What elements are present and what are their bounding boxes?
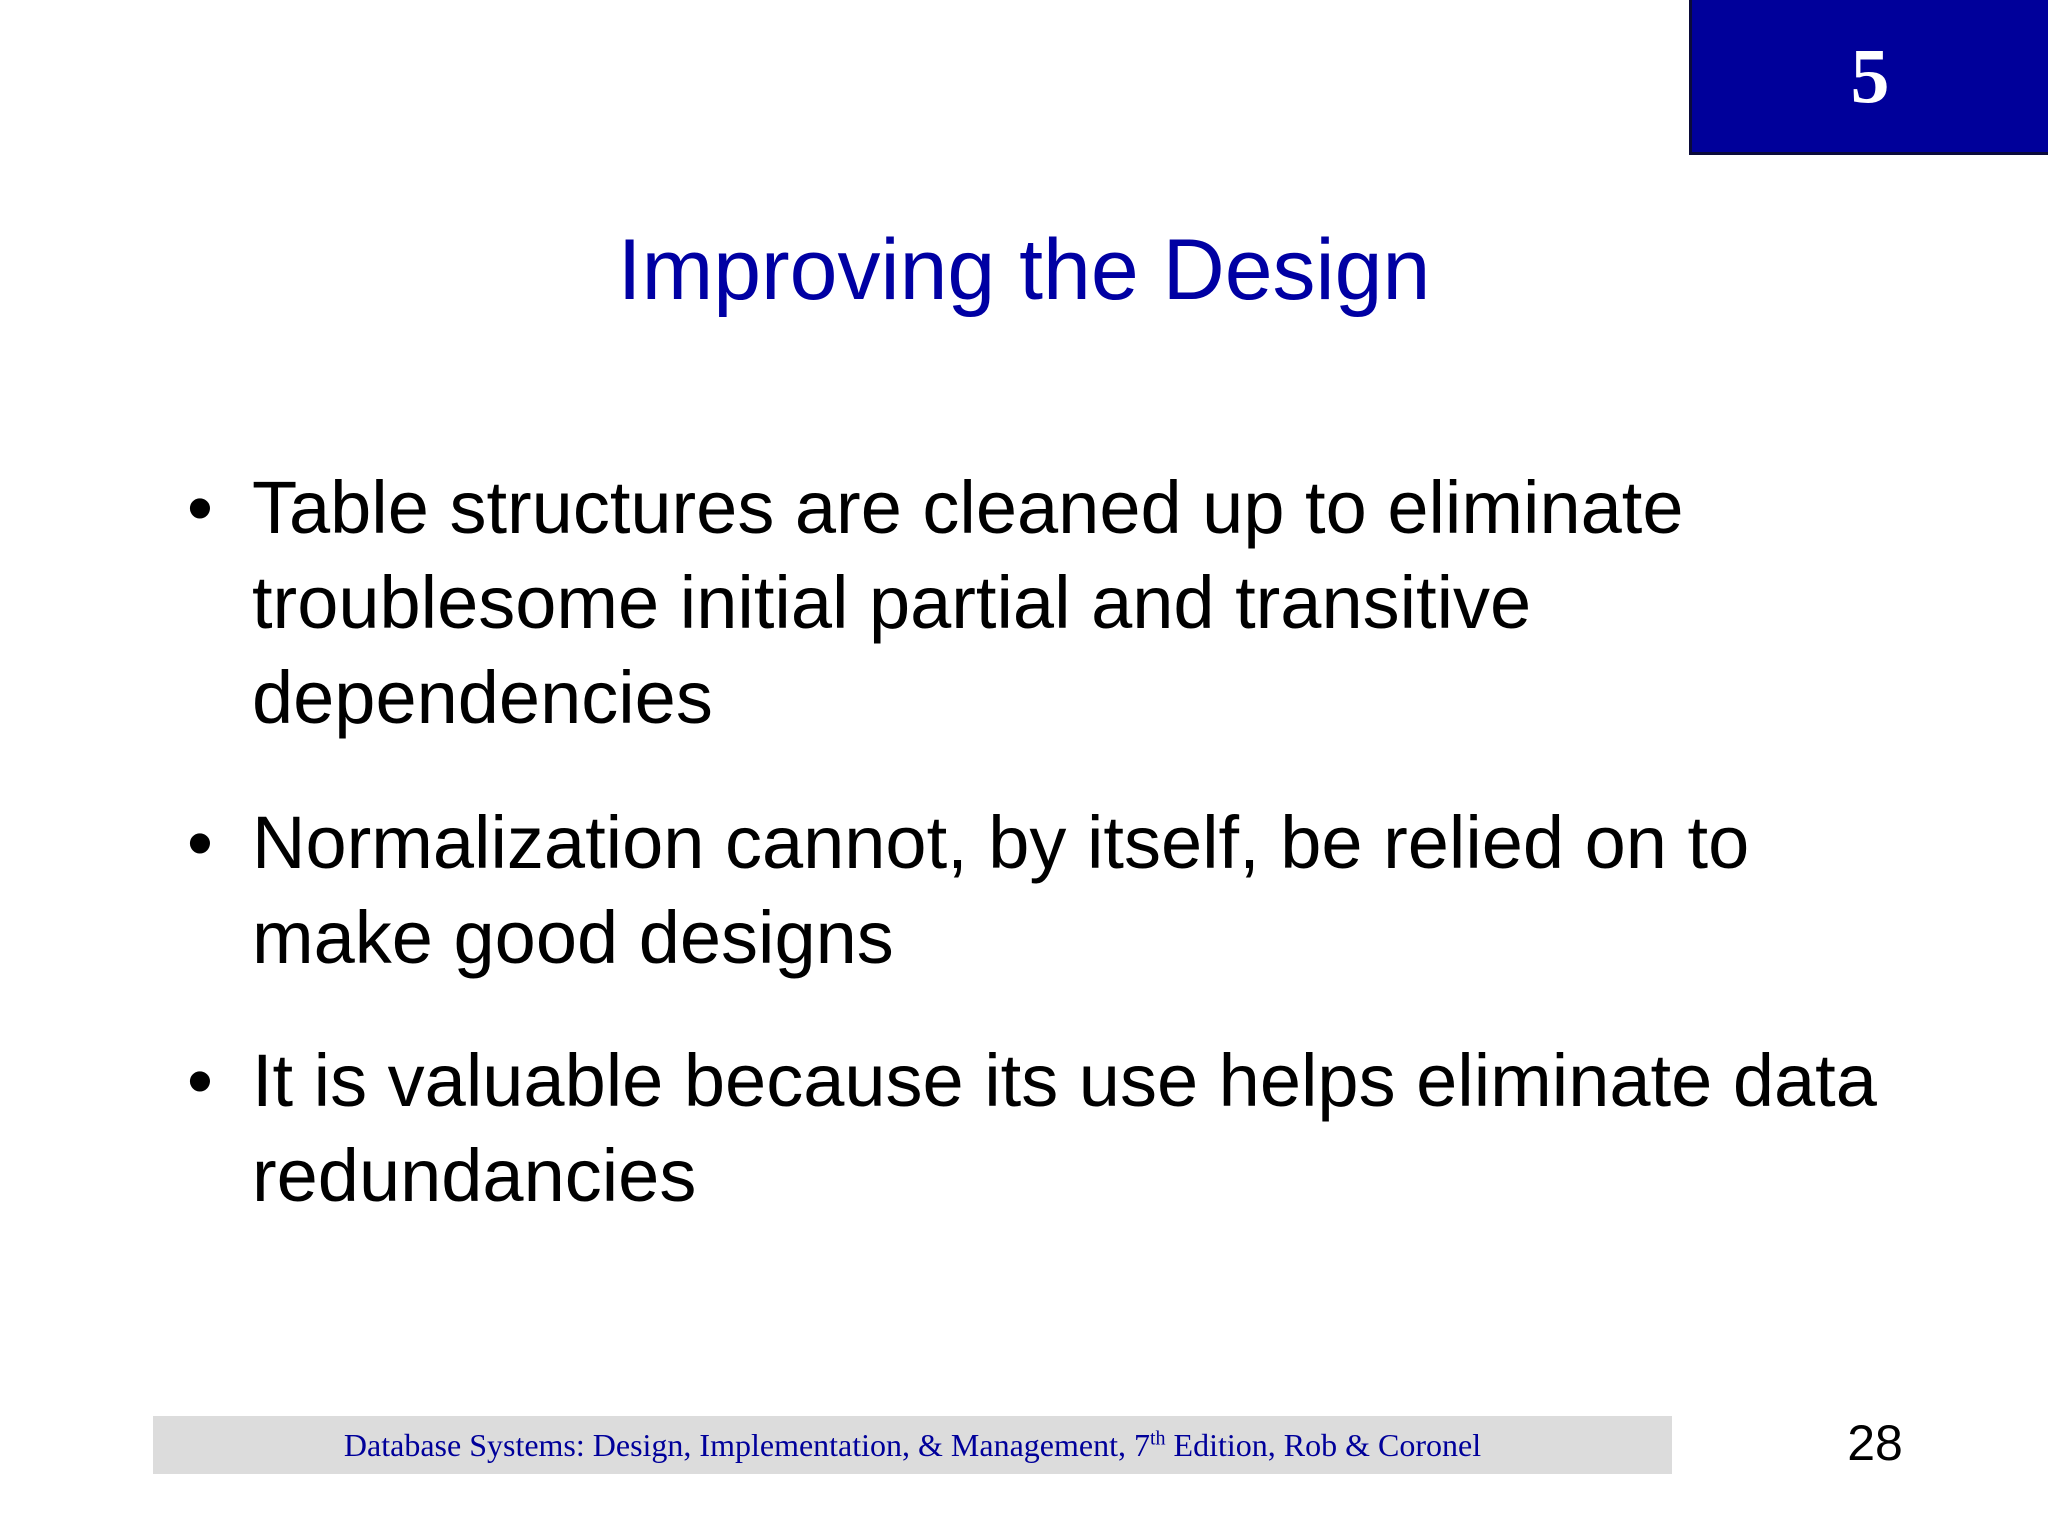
chapter-number: 5 (1850, 32, 1890, 119)
bullet-text: Normalization cannot, by itself, be relied on to make good designs (252, 801, 1750, 979)
bullet-text: Table structures are cleaned up to eliminate troublesome initial partial and transitive dependencies (252, 466, 1684, 739)
bullet-marker: • (187, 801, 213, 884)
footer-bar (153, 1416, 1672, 1474)
slide-title: Improving the Design (617, 222, 1431, 318)
bullet-marker: • (187, 466, 213, 549)
bullet-text: It is valuable because its use helps eliminate data redundancies (252, 1039, 1877, 1217)
footer-text-before: Database Systems: Design, Implementation, & Management, 7 (343, 1426, 1150, 1463)
footer-citation (344, 1427, 1481, 1464)
footer-superscript: th (1149, 1426, 1166, 1449)
footer-text-after: Edition, Rob & Coronel (1165, 1426, 1482, 1463)
bullet-marker: • (187, 1039, 213, 1122)
page-number: 28 (1847, 1415, 1903, 1471)
